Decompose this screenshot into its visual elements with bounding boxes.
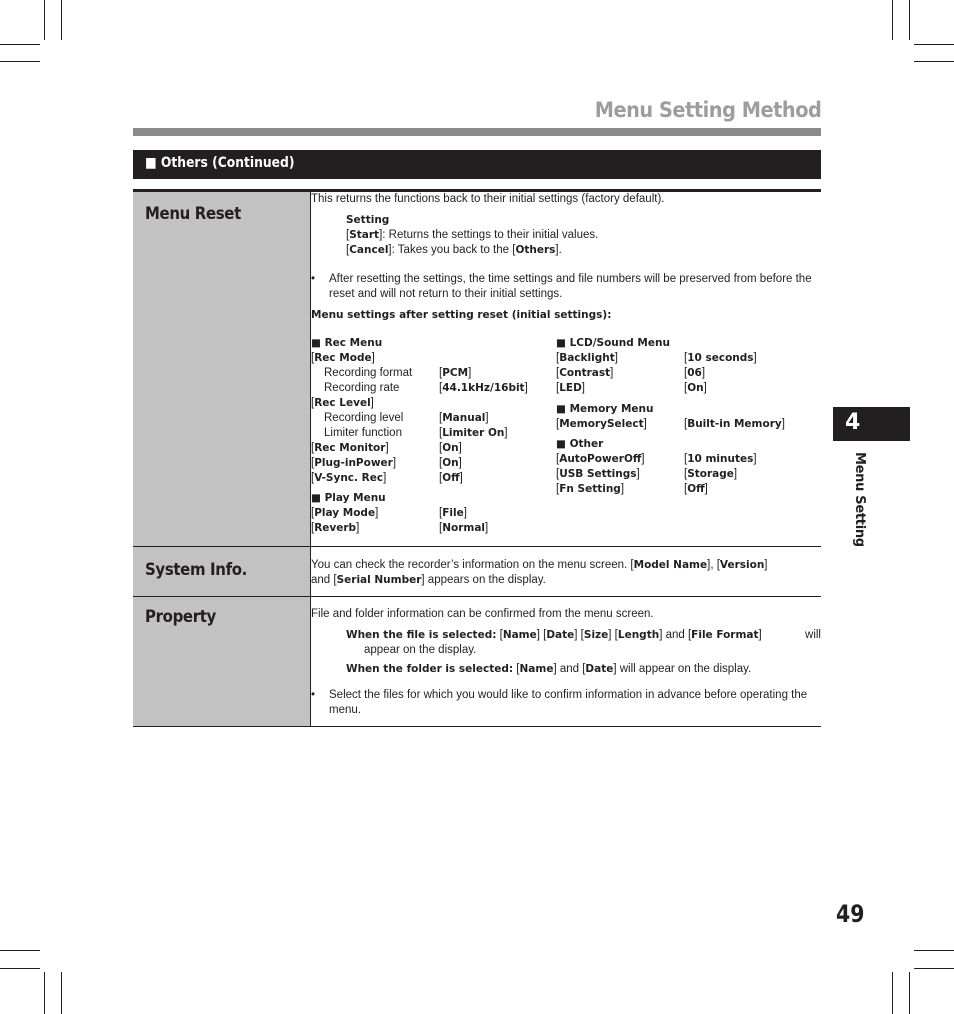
auto-power-off-key: AutoPowerOff <box>559 453 642 465</box>
limiter-label: Limiter function <box>324 427 402 439</box>
backlight-key: Backlight <box>559 352 615 364</box>
crop-mark <box>44 972 45 1014</box>
rec-monitor-key: Rec Monitor <box>314 442 386 454</box>
file-format-key: File Format <box>691 629 759 641</box>
rec-format-label: Recording format <box>324 367 413 379</box>
menu-reset-label: Menu Reset <box>145 204 241 224</box>
rec-rate-label: Recording rate <box>324 382 400 394</box>
crop-mark <box>914 950 954 951</box>
table-row <box>133 547 821 597</box>
rec-mode-key: Rec Mode <box>314 352 372 364</box>
section-marker: ■ <box>145 155 157 171</box>
crop-mark <box>909 0 910 40</box>
file-selected-note: When the file is selected: [Name] [Date] [Size] [Length] and [File Format] will appear on the display. <box>346 629 821 656</box>
other-menu-heading: ■ Other <box>556 438 604 450</box>
table-row <box>133 191 821 547</box>
bullet-text: After resetting the settings, the time settings and file numbers will be preserved from before the reset and will not return to their initial settings. <box>329 273 812 300</box>
led-value: On <box>687 382 704 394</box>
cancel-text: : Takes you back to the [ <box>391 244 516 256</box>
rec-level-value: Manual <box>442 412 486 424</box>
limiter-value: Limiter On <box>442 427 505 439</box>
contrast-key: Contrast <box>559 367 611 379</box>
settings-table <box>133 189 821 727</box>
crop-mark <box>914 968 954 969</box>
bullet-text: Select the files for which you would like to confirm information in advance before operating the menu. <box>329 689 808 716</box>
property-intro: File and folder information can be confirmed from the menu screen. <box>311 608 654 620</box>
date-key: Date <box>585 663 614 675</box>
crop-mark <box>0 968 40 969</box>
crop-mark <box>909 972 910 1014</box>
system-info-text: You can check the recorder’s information on the menu screen. [ <box>311 559 634 571</box>
model-name-key: Model Name <box>633 559 708 571</box>
memory-select-key: MemorySelect <box>559 418 644 430</box>
crop-mark <box>0 44 40 45</box>
rec-level-label: Recording level <box>324 412 404 424</box>
property-content <box>311 597 822 727</box>
plug-in-power-value: On <box>442 457 459 469</box>
usb-settings-value: Storage <box>687 468 734 480</box>
setting-block: Setting [Start]: Returns the settings to their initial values. [Cancel]: Takes you back to the [Others]. <box>346 214 599 256</box>
memory-menu-heading: ■ Memory Menu <box>556 403 654 415</box>
crop-mark <box>44 0 45 40</box>
play-mode-value: File <box>442 507 464 519</box>
header-rule <box>133 128 821 136</box>
plug-in-power-key: Plug-inPower <box>314 457 393 469</box>
system-info-sep: ] <box>764 559 768 571</box>
vsync-key: V-Sync. Rec <box>314 472 384 484</box>
folder-and: and <box>559 663 580 675</box>
play-menu-heading: ■ Play Menu <box>311 492 386 504</box>
date-key: Date <box>546 629 575 641</box>
section-title: Others (Continued) <box>160 155 295 171</box>
version-key: Version <box>719 559 765 571</box>
rec-menu-heading: ■ Rec Menu <box>311 337 383 349</box>
rec-rate-value: 44.1kHz/16bit <box>442 382 525 394</box>
left-column: ■ Rec Menu [Rec Mode] Recording format [PCM] Recording rate [44.1kHz/16bit] [Rec Level] Recording level [Manual] Limiter function [Limiter On] [Rec Monitor] [On] [Plug-inPower] [On] [V-Sync. Rec] [Off] ■ Play Menu [Play Mode] [File] [Reverb] [Normal] <box>311 336 556 536</box>
page-header-title: Menu Setting Method <box>594 98 821 122</box>
menu-reset-content <box>311 191 822 547</box>
size-key: Size <box>583 629 609 641</box>
file-selected-label: When the file is selected: <box>346 629 497 641</box>
name-key: Name <box>519 663 554 675</box>
property-label: Property <box>145 607 216 627</box>
contrast-value: 06 <box>687 367 702 379</box>
right-column: ■ LCD/Sound Menu [Backlight] [10 seconds] [Contrast] [06] [LED] [On] ■ Memory Menu [MemorySelect] [Built-in Memory] ■ Other [AutoPowerOff] [10 minutes] [USB Settings] [Storage] [Fn Setting] [Off] <box>556 336 801 536</box>
play-mode-key: Play Mode <box>314 507 376 519</box>
system-info-text: and [ <box>311 574 337 586</box>
others-tail: ]. <box>555 244 562 256</box>
crop-mark <box>61 972 62 1014</box>
crop-mark <box>0 61 40 62</box>
led-key: LED <box>559 382 582 394</box>
usb-settings-key: USB Settings <box>559 468 637 480</box>
row-label-cell <box>133 597 311 727</box>
row-label-cell <box>133 547 311 597</box>
page-number: 49 <box>836 900 865 928</box>
vsync-value: Off <box>442 472 460 484</box>
crop-mark <box>0 950 40 951</box>
reverb-value: Normal <box>442 522 486 534</box>
start-text: : Returns the settings to their initial values. <box>382 229 599 241</box>
table-row <box>133 597 821 727</box>
fn-setting-value: Off <box>687 483 705 495</box>
cancel-key: Cancel <box>349 244 389 256</box>
serial-number-key: Serial Number <box>336 574 422 586</box>
auto-power-off-value: 10 minutes <box>687 453 754 465</box>
menu-reset-intro: This returns the functions back to their initial settings (factory default). <box>311 193 665 205</box>
rec-monitor-value: On <box>442 442 459 454</box>
reverb-key: Reverb <box>314 522 357 534</box>
crop-mark <box>914 61 954 62</box>
crop-mark <box>892 0 893 40</box>
backlight-value: 10 seconds <box>687 352 754 364</box>
start-key: Start <box>349 229 380 241</box>
system-info-label: System Info. <box>145 560 247 580</box>
bullet-note: • Select the files for which you would like to confirm information in advance before operating the menu. <box>311 689 808 716</box>
row-label-cell <box>133 191 311 547</box>
fn-setting-key: Fn Setting <box>559 483 621 495</box>
crop-mark <box>914 44 954 45</box>
crop-mark <box>61 0 62 40</box>
chapter-number: 4 <box>845 410 861 435</box>
initial-settings-grid <box>311 336 821 536</box>
name-key: Name <box>502 629 537 641</box>
system-info-sep: ], [ <box>707 559 720 571</box>
section-heading-bar <box>133 150 821 179</box>
chapter-tab <box>833 407 910 441</box>
length-key: Length <box>617 629 660 641</box>
system-info-text: ] appears on the display. <box>421 574 546 586</box>
lcd-sound-menu-heading: ■ LCD/Sound Menu <box>556 337 670 349</box>
rec-level-key: Rec Level <box>314 397 371 409</box>
setting-title: Setting <box>346 214 390 226</box>
crop-mark <box>892 972 893 1014</box>
after-reset-title: Menu settings after setting reset (initial settings): <box>311 309 612 321</box>
folder-selected-note: When the folder is selected: [Name] and [Date] will appear on the display. <box>346 663 752 675</box>
folder-tail: will appear on the display. <box>619 663 752 675</box>
rec-format-value: PCM <box>442 367 469 379</box>
section-heading <box>145 155 294 171</box>
chapter-title: Menu Setting <box>852 452 867 547</box>
folder-selected-label: When the folder is selected: <box>346 663 514 675</box>
system-info-content <box>311 547 822 597</box>
bullet-note: • After resetting the settings, the time settings and file numbers will be preserved from before the reset and will not return to their initial settings. <box>311 273 812 300</box>
others-key: Others <box>515 244 556 256</box>
memory-select-value: Built-in Memory <box>687 418 782 430</box>
